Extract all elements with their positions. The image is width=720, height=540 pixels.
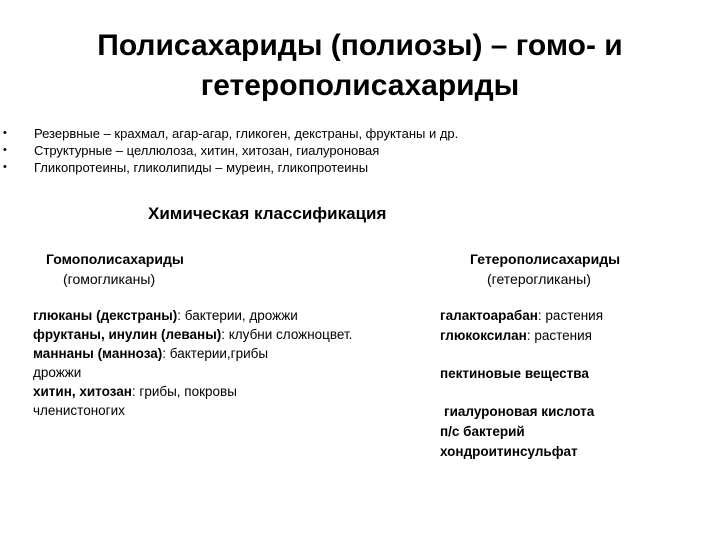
item-term: гиалуроновая кислота: [444, 404, 595, 419]
hetero-heading: Гетерополисахариды: [470, 251, 621, 267]
bullet-item: [0, 125, 720, 142]
title-line-1: Полисахариды (полиозы) – гомо- и: [97, 29, 623, 62]
slide-title: [40, 26, 680, 106]
bullet-item: [0, 159, 720, 176]
bullet-list: [0, 125, 720, 176]
item-desc: дрожжи: [33, 365, 82, 380]
hetero-item: [440, 442, 578, 461]
section-subtitle: Химическая классификация: [148, 204, 387, 223]
item-term: п/с бактерий: [440, 424, 525, 439]
item-desc: : растения: [526, 328, 592, 343]
list-item: [33, 306, 352, 325]
bullet-text-reserve: Резервные – крахмал, агар-агар, гликоген, декстраны, фруктаны и др.: [34, 126, 459, 141]
hetero-item: [444, 402, 594, 421]
homo-list: [33, 306, 352, 420]
hetero-item: [440, 306, 603, 325]
bullet-marker: •: [3, 144, 7, 156]
item-term: маннаны (манноза): [33, 346, 163, 361]
item-term: хондроитинсульфат: [440, 444, 578, 459]
item-desc: членистоногих: [33, 403, 125, 418]
list-item: [33, 363, 352, 382]
hetero-subheading: (гетерогликаны): [487, 271, 591, 287]
bullet-marker: •: [3, 161, 7, 173]
bullet-text-structural: Структурные – целлюлоза, хитин, хитозан, гиалуроновая: [34, 143, 380, 158]
bullet-text-glyco: Гликопротеины, гликолипиды – муреин, гликопротеины: [34, 160, 369, 175]
item-desc: : бактерии,грибы: [162, 346, 269, 361]
bullet-marker: •: [3, 127, 7, 139]
item-term: глюканы (декстраны): [33, 308, 178, 323]
item-desc: : грибы, покровы: [131, 384, 237, 399]
hetero-item: [440, 364, 589, 383]
item-desc: : бактерии, дрожжи: [177, 308, 298, 323]
hetero-column-heading: [470, 249, 620, 289]
title-line-2: гетерополисахариды: [200, 69, 520, 102]
hetero-item: [440, 326, 592, 345]
list-item: [33, 325, 352, 344]
list-item: [33, 401, 352, 420]
bullet-item: [0, 142, 720, 159]
list-item: [33, 382, 352, 401]
homo-column-heading: [46, 249, 184, 289]
homo-heading: Гомополисахариды: [46, 251, 184, 267]
item-term: галактоарабан: [440, 308, 538, 323]
hetero-item: [440, 422, 525, 441]
item-term: фруктаны, инулин (леваны): [33, 327, 222, 342]
item-desc: : клубни сложноцвет.: [221, 327, 353, 342]
list-item: [33, 344, 352, 363]
item-term: хитин, хитозан: [33, 384, 132, 399]
homo-subheading: (гомогликаны): [63, 271, 156, 287]
item-term: пектиновые вещества: [440, 366, 589, 381]
item-term: глюкоксилан: [440, 328, 527, 343]
item-desc: : растения: [537, 308, 604, 323]
